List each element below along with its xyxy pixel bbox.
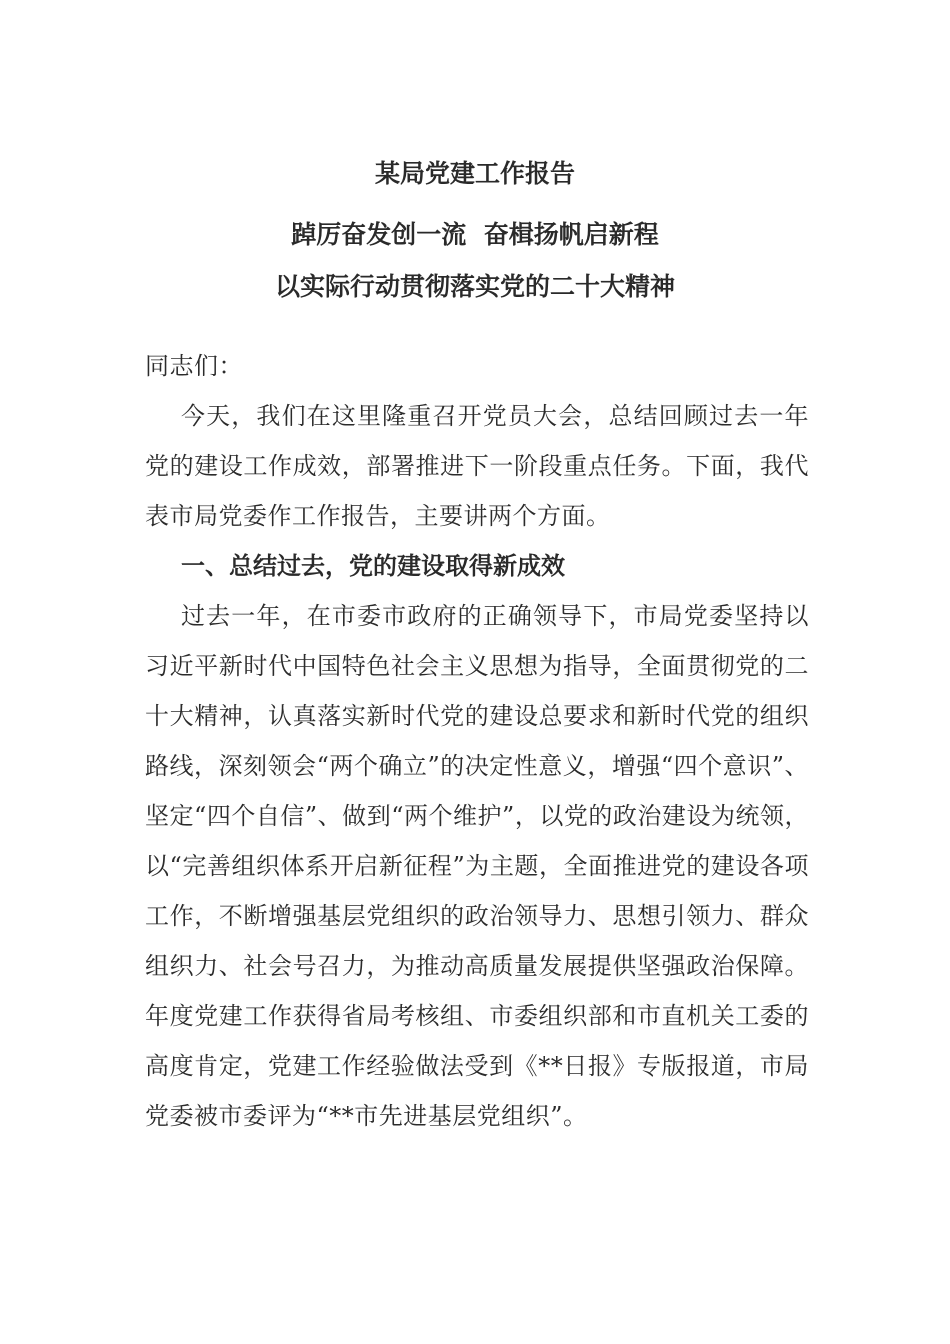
salutation: 同志们： [145, 352, 243, 380]
section-heading-1: 一、总结过去，党的建设取得新成效 [181, 552, 565, 580]
subtitle-line-2: 以实际行动贯彻落实党的二十大精神 [274, 272, 675, 301]
intro-paragraph: 今天，我们在这里隆重召开党员大会，总结回顾过去一年党的建设工作成效，部署推进下一阶段重点任务。下面，我代表市局党委作工作报告，主要讲两个方面。 [145, 402, 809, 530]
document-title: 某局党建工作报告 [374, 159, 575, 188]
subtitle-line-1: 踔厉奋发创一流 奋楫扬帆启新程 [291, 220, 659, 249]
section-1-paragraph: 过去一年，在市委市政府的正确领导下，市局党委坚持以习近平新时代中国特色社会主义思想为指导，全面贯彻党的二十大精神，认真落实新时代党的建设总要求和新时代党的组织路线，深刻领会“两个确立”的决定性意义，增强“四个意识”、坚定“四个自信”、做到“两个维护”，以党的政治建设为统领，以“完善组织体系开启新征程”为主题，全面推进党的建设各项工作，不断增强基层党组织的政治领导力、思想引领力、群众组织力、社会号召力，为推动高质量发展提供坚强政治保障。年度党建工作获得省局考核组、市委组织部和市直机关工委的高度肯定，党建工作经验做法受到《**日报》专版报道，市局党委被市委评为“**市先进基层党组织”。 [145, 602, 809, 1130]
